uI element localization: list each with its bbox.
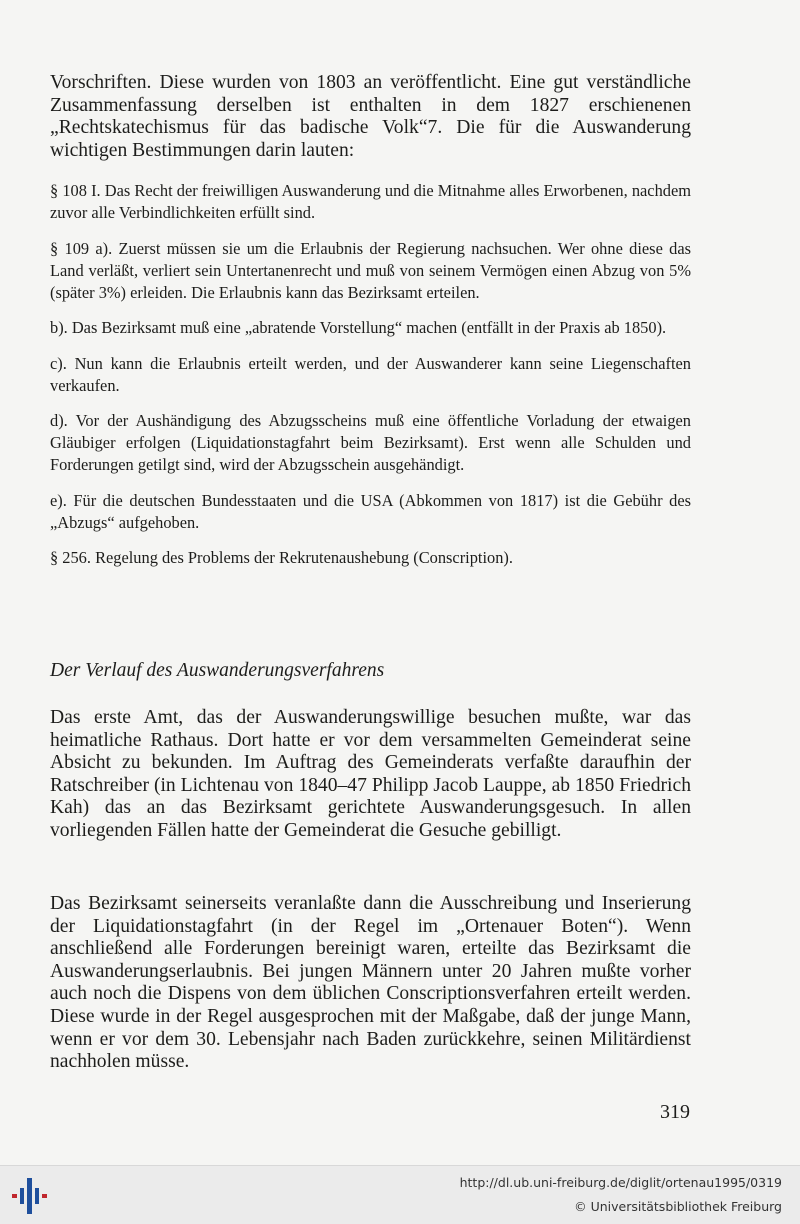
ub-freiburg-logo-icon xyxy=(10,1176,50,1216)
rules-list xyxy=(50,180,691,583)
rule-item: § 109 a). Zuerst müssen sie um die Erlaubnis der Regierung nachsuchen. Wer ohne diese das Land verläßt, verliert sein Untertanenrecht und muß von seinem Vermögen einen Abzug von 5% (später 3%) erleiden. Die Erlaubnis kann das Bezirksamt erteilen. xyxy=(50,238,691,302)
body-paragraph-2 xyxy=(50,893,691,1074)
paragraph-text: Das erste Amt, das der Auswanderungswillige besuchen mußte, war das heimatliche Rathaus. Dort hatte er vor dem versammelten Gemeinderat seine Absicht zu bekunden. Im Auftrag des Gemeinderats verfaßte daraufhin der Ratschreiber (in Lichtenau von 1840–47 Philipp Jacob Lauppe, ab 1850 Friedrich Kah) das an das Bezirksamt gerichtete Auswanderungsgesuch. In allen vorliegenden Fällen hatte der Gemeinderat die Gesuche gebilligt. xyxy=(50,707,691,841)
section-heading: Der Verlauf des Auswanderungsverfahrens xyxy=(50,660,385,681)
source-url-link[interactable]: http://dl.ub.uni-freiburg.de/diglit/ortenau1995/0319 xyxy=(459,1175,782,1190)
rule-item: b). Das Bezirksamt muß eine „abratende Vorstellung“ machen (entfällt in der Praxis ab 1850). xyxy=(50,318,667,337)
page-number: 319 xyxy=(660,1101,690,1123)
rule-item: § 108 I. Das Recht der freiwilligen Auswanderung und die Mitnahme alles Erworbenen, nachdem zuvor alle Verbindlichkeiten erfüllt sind. xyxy=(50,181,691,222)
rule-item: e). Für die deutschen Bundesstaaten und die USA (Abkommen von 1817) ist die Gebühr des „Abzugs“ aufgehoben. xyxy=(50,490,691,532)
rule-item: d). Vor der Aushändigung des Abzugsscheins muß eine öffentliche Vorladung der etwaigen Gläubiger erfolgen (Liquidationstagfahrt beim Bezirksamt). Erst wenn alle Schulden und Forderungen getilgt sind, wird der Abzugsschein ausgehändigt. xyxy=(50,411,691,474)
footer-bar xyxy=(0,1165,800,1224)
body-paragraph-1 xyxy=(50,707,691,843)
rule-item: § 256. Regelung des Problems der Rekrutenaushebung (Conscription). xyxy=(50,548,513,567)
rule-item: c). Nun kann die Erlaubnis erteilt werden, und der Auswanderer kann seine Liegenschaften verkaufen. xyxy=(50,353,691,395)
copyright-text: © Universitätsbibliothek Freiburg xyxy=(574,1199,782,1214)
intro-paragraph xyxy=(50,72,691,162)
paragraph-text: Das Bezirksamt seinerseits veranlaßte dann die Ausschreibung und Inserierung der Liquidationstagfahrt (in der Regel im „Ortenauer Boten“). Wenn anschließend alle Forderungen bereinigt waren, erteilte das Bezirksamt die Auswanderungserlaubnis. Bei jungen Männern unter 20 Jahren mußte vorher auch noch die Dispens von dem üblichen Conscriptionsverfahren erteilt werden. Diese wurde in der Regel ausgesprochen mit der Maßgabe, daß der junge Mann, wenn er vor dem 30. Lebensjahr nach Baden zurückkehre, seinen Militärdienst nachholen müsse. xyxy=(50,893,691,1073)
intro-text: Vorschriften. Diese wurden von 1803 an veröffentlicht. Eine gut verständliche Zusammenfassung derselben ist enthalten in dem 1827 erschienenen „Rechtskatechismus für das badische Volk“7. Die für die Auswanderung wichtigen Bestimmungen darin lauten: xyxy=(50,72,691,161)
